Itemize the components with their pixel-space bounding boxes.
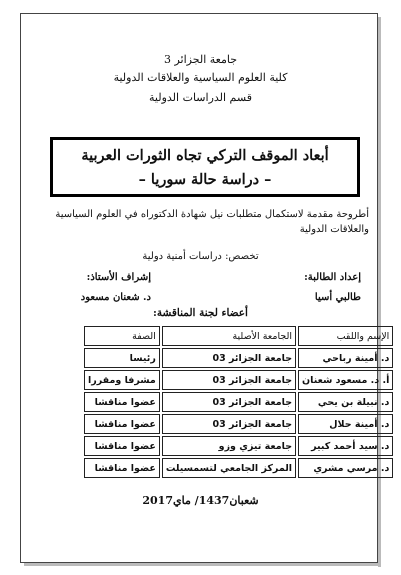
student-label: إعداد الطالبة: [304, 272, 361, 283]
page-shadow [24, 563, 381, 566]
header-role: الصفة [84, 326, 160, 346]
header-university: الجامعة الأصلية [162, 326, 296, 346]
table-row [84, 458, 393, 478]
faculty-name: كلية العلوم السياسية والعلاقات الدولية [113, 71, 288, 84]
member-role: عضوا مناقشا [84, 458, 160, 478]
table-row [84, 370, 393, 390]
member-university: جامعة الجزائر 03 [162, 414, 296, 434]
member-university: جامعة الجزائر 03 [162, 392, 296, 412]
table-row [84, 414, 393, 434]
table-row [84, 392, 393, 412]
specialization: تخصص: دراسات أمنية دولية [142, 251, 259, 262]
member-university: المركز الجامعي لتسمسيلت [162, 458, 296, 478]
student-block [304, 268, 361, 308]
member-name: د. أمينة رباحي [298, 348, 393, 368]
table-row [84, 436, 393, 456]
member-name: أ. د. مسعود شعنان [298, 370, 393, 390]
member-role: عضوا مناقشا [84, 414, 160, 434]
header-name: الإسم واللقب [298, 326, 393, 346]
supervisor-label: إشراف الأستاذ: [86, 272, 151, 283]
member-role: مشرفا ومقررا [84, 370, 160, 390]
member-name: د. أمينة حلال [298, 414, 393, 434]
table-header-row [84, 326, 393, 346]
university-name: جامعة الجزائر 3 [163, 53, 237, 66]
member-role: رئيسا [84, 348, 160, 368]
committee-title: أعضاء لجنة المناقشة: [153, 307, 248, 319]
member-name: د. نبيلة بن يحي [298, 392, 393, 412]
student-name: طالبي أسيا [314, 292, 361, 303]
member-university: جامعة الجزائر 03 [162, 370, 296, 390]
submission-date: شعبان1437/ ماي2017 [142, 494, 259, 507]
member-university: جامعة الجزائر 03 [162, 348, 296, 368]
member-role: عضوا مناقشا [84, 392, 160, 412]
thesis-title-box [50, 137, 360, 197]
thesis-subtitle: – دراسة حالة سوريا – [138, 171, 272, 188]
member-name: د. مرسي مشري [298, 458, 393, 478]
member-role: عضوا مناقشا [84, 436, 160, 456]
thesis-description: أطروحة مقدمة لاستكمال متطلبات نيل شهادة الدكتوراه في العلوم السياسية والعلاقات الدولية [55, 209, 369, 235]
supervisor-block [81, 268, 151, 308]
supervisor-name: د. شعنان مسعود [80, 292, 151, 303]
thesis-title: أبعاد الموقف التركي تجاه الثورات العربية [81, 147, 329, 164]
committee-table [82, 324, 395, 480]
table-row [84, 348, 393, 368]
member-university: جامعة تيزي وزو [162, 436, 296, 456]
department-name: قسم الدراسات الدولية [149, 91, 252, 104]
member-name: د. سيد أحمد كبير [298, 436, 393, 456]
